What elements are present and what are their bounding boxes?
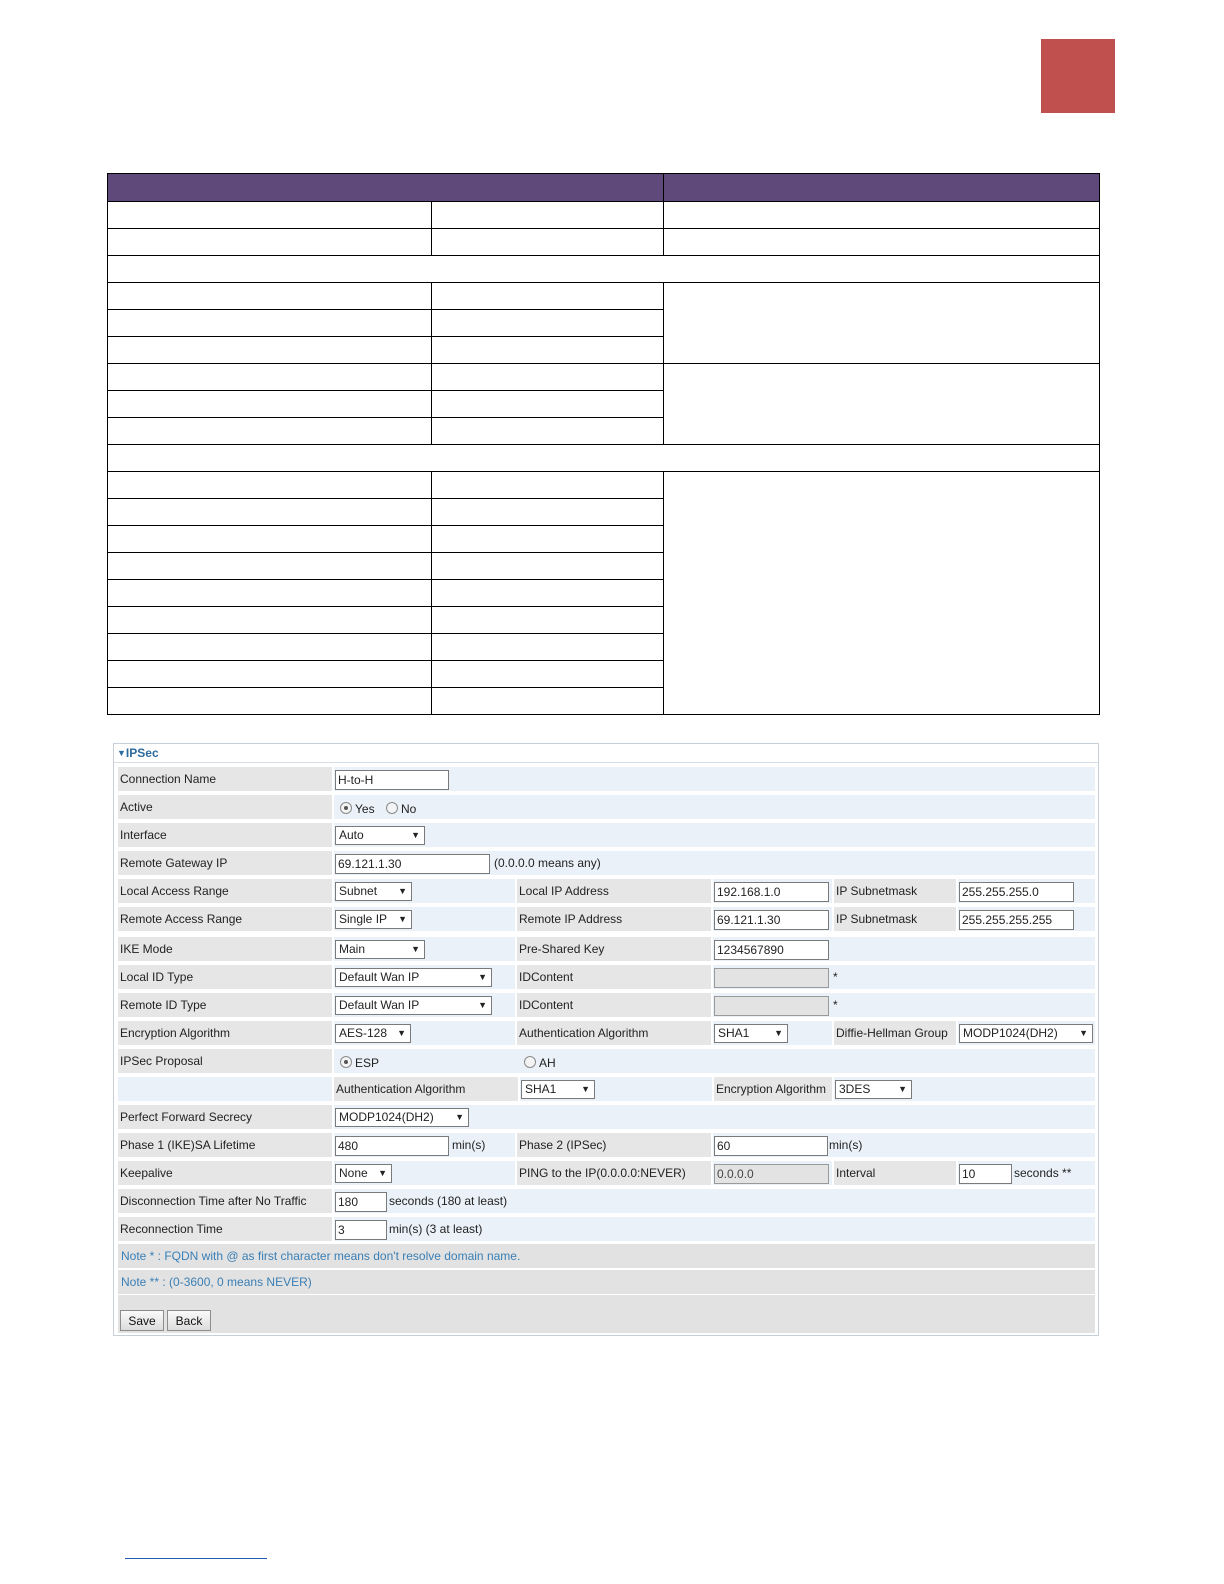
encryption-select[interactable]: AES-128 ▼ xyxy=(335,1024,411,1043)
row-connection-name xyxy=(118,766,1095,792)
table-row xyxy=(108,283,1100,310)
panel-divider xyxy=(114,762,1098,763)
note-interval: Note ** : (0-3600, 0 means NEVER) xyxy=(118,1270,1095,1294)
disconnection-hint: seconds (180 at least) xyxy=(389,1194,508,1208)
row-interface xyxy=(118,822,1095,848)
local-idcontent-label: IDContent xyxy=(517,965,711,989)
proposal-auth-select[interactable]: SHA1 ▼ xyxy=(521,1080,595,1099)
table-header-cell xyxy=(664,174,1100,202)
connection-name-label: Connection Name xyxy=(118,767,332,791)
table-header-cell xyxy=(108,174,664,202)
psk-input[interactable]: 1234567890 xyxy=(714,940,829,960)
page-corner-tab xyxy=(1041,39,1115,113)
pfs-label: Perfect Forward Secrecy xyxy=(118,1105,332,1129)
dropdown-arrow-icon: ▼ xyxy=(398,886,407,896)
remote-gateway-label: Remote Gateway IP xyxy=(118,851,332,875)
row-disconnection xyxy=(118,1188,1095,1214)
proposal-enc-select[interactable]: 3DES ▼ xyxy=(835,1080,912,1099)
remote-id-label: Remote ID Type xyxy=(118,993,332,1017)
interval-label: Interval xyxy=(834,1161,956,1185)
dropdown-arrow-icon: ▼ xyxy=(455,1112,464,1122)
reconnection-input[interactable]: 3 xyxy=(335,1220,387,1240)
disconnection-label: Disconnection Time after No Traffic xyxy=(118,1189,332,1213)
radio-unselected-icon[interactable] xyxy=(524,1056,536,1068)
auth-algorithm-select[interactable]: SHA1 ▼ xyxy=(714,1024,788,1043)
dropdown-arrow-icon: ▼ xyxy=(478,972,487,982)
required-mark: * xyxy=(833,970,838,984)
dropdown-arrow-icon: ▼ xyxy=(478,1000,487,1010)
row-reconnection xyxy=(118,1216,1095,1242)
active-yes-option[interactable]: Yes xyxy=(340,796,375,822)
row-remote-access xyxy=(118,906,1095,932)
dropdown-arrow-icon: ▼ xyxy=(898,1084,907,1094)
local-mask-label: IP Subnetmask xyxy=(834,879,956,903)
triangle-down-icon: ▼ xyxy=(117,748,126,758)
back-button[interactable]: Back xyxy=(167,1310,211,1331)
document-table xyxy=(107,173,1100,715)
row-local-access xyxy=(118,878,1095,904)
table-header-row xyxy=(108,174,1100,202)
active-label: Active xyxy=(118,795,332,819)
panel-title[interactable] xyxy=(117,746,159,760)
remote-id-select[interactable]: Default Wan IP ▼ xyxy=(335,996,492,1015)
dropdown-arrow-icon: ▼ xyxy=(397,1028,406,1038)
phase2-input[interactable]: 60 xyxy=(714,1136,828,1156)
row-ipsec-proposal xyxy=(118,1048,1095,1074)
ipsec-panel xyxy=(113,743,1099,1336)
psk-label: Pre-Shared Key xyxy=(517,937,711,961)
row-phase1 xyxy=(118,1132,1095,1158)
local-access-label: Local Access Range xyxy=(118,879,332,903)
row-keepalive xyxy=(118,1160,1095,1186)
table-row xyxy=(108,229,1100,256)
active-no-option[interactable]: No xyxy=(386,796,416,822)
local-mask-input[interactable]: 255.255.255.0 xyxy=(959,882,1074,902)
radio-selected-icon[interactable] xyxy=(340,802,352,814)
local-id-label: Local ID Type xyxy=(118,965,332,989)
phase2-label: Phase 2 (IPSec) xyxy=(517,1133,711,1157)
keepalive-select[interactable]: None ▼ xyxy=(335,1164,392,1183)
remote-gateway-hint: (0.0.0.0 means any) xyxy=(494,856,601,870)
proposal-ah-option[interactable]: AH xyxy=(524,1050,556,1076)
required-mark: * xyxy=(833,998,838,1012)
row-remote-id xyxy=(118,992,1095,1018)
dropdown-arrow-icon: ▼ xyxy=(378,1168,387,1178)
remote-idcontent-input[interactable] xyxy=(714,996,829,1016)
local-idcontent-input[interactable] xyxy=(714,968,829,988)
radio-selected-icon[interactable] xyxy=(340,1056,352,1068)
table-row xyxy=(108,202,1100,229)
local-access-select[interactable]: Subnet ▼ xyxy=(335,882,412,901)
phase2-unit: min(s) xyxy=(829,1138,863,1152)
dropdown-arrow-icon: ▼ xyxy=(411,830,420,840)
encryption-label: Encryption Algorithm xyxy=(118,1021,332,1045)
remote-gateway-input[interactable]: 69.121.1.30 xyxy=(335,854,490,874)
ping-input[interactable]: 0.0.0.0 xyxy=(714,1164,829,1184)
keepalive-label: Keepalive xyxy=(118,1161,332,1185)
phase1-input[interactable]: 480 xyxy=(335,1136,449,1156)
ike-mode-label: IKE Mode xyxy=(118,937,332,961)
ipsec-proposal-label: IPSec Proposal xyxy=(118,1049,332,1073)
dropdown-arrow-icon: ▼ xyxy=(581,1084,590,1094)
dropdown-arrow-icon: ▼ xyxy=(774,1028,783,1038)
remote-idcontent-label: IDContent xyxy=(517,993,711,1017)
table-row xyxy=(108,364,1100,391)
save-button[interactable]: Save xyxy=(120,1310,164,1331)
note-fqdn: Note * : FQDN with @ as first character means don't resolve domain name. xyxy=(118,1244,1095,1268)
panel-title-text: IPSec xyxy=(125,746,159,760)
row-remote-gateway xyxy=(118,850,1095,876)
remote-mask-label: IP Subnetmask xyxy=(834,907,956,931)
remote-ip-input[interactable]: 69.121.1.30 xyxy=(714,910,829,930)
row-active xyxy=(118,794,1095,820)
remote-ip-label: Remote IP Address xyxy=(517,907,711,931)
ike-mode-select[interactable]: Main ▼ xyxy=(335,940,425,959)
row-ike-mode xyxy=(118,936,1095,962)
row-pfs xyxy=(118,1104,1095,1130)
phase1-unit: min(s) xyxy=(452,1138,486,1152)
interval-input[interactable]: 10 xyxy=(959,1164,1012,1184)
remote-access-select[interactable]: Single IP ▼ xyxy=(335,910,412,929)
dropdown-arrow-icon: ▼ xyxy=(398,914,407,924)
phase1-label: Phase 1 (IKE)SA Lifetime xyxy=(118,1133,332,1157)
button-bar xyxy=(118,1295,1095,1333)
proposal-enc-label: Encryption Algorithm xyxy=(714,1077,832,1101)
interface-select[interactable]: Auto ▼ xyxy=(335,826,425,845)
local-ip-label: Local IP Address xyxy=(517,879,711,903)
table-section-row xyxy=(108,445,1100,472)
radio-unselected-icon[interactable] xyxy=(386,802,398,814)
interface-label: Interface xyxy=(118,823,332,847)
reconnection-hint: min(s) (3 at least) xyxy=(389,1222,483,1236)
remote-mask-input[interactable]: 255.255.255.255 xyxy=(959,910,1074,930)
dropdown-arrow-icon: ▼ xyxy=(411,944,420,954)
connection-name-input[interactable]: H-to-H xyxy=(335,770,449,790)
disconnection-input[interactable]: 180 xyxy=(335,1192,387,1212)
row-encryption xyxy=(118,1020,1095,1046)
remote-access-label: Remote Access Range xyxy=(118,907,332,931)
pfs-select[interactable]: MODP1024(DH2) ▼ xyxy=(335,1108,469,1127)
ping-label: PING to the IP(0.0.0.0:NEVER) xyxy=(517,1161,711,1185)
table-row xyxy=(108,472,1100,499)
dh-group-select[interactable]: MODP1024(DH2) ▼ xyxy=(959,1024,1093,1043)
auth-algorithm-label: Authentication Algorithm xyxy=(517,1021,711,1045)
proposal-esp-option[interactable]: ESP xyxy=(340,1050,379,1076)
interval-unit: seconds ** xyxy=(1014,1166,1072,1180)
row-local-id xyxy=(118,964,1095,990)
dropdown-arrow-icon: ▼ xyxy=(1079,1028,1088,1038)
footer-link-underline[interactable] xyxy=(125,1558,267,1559)
reconnection-label: Reconnection Time xyxy=(118,1217,332,1241)
table-section-row xyxy=(108,256,1100,283)
dh-group-label: Diffie-Hellman Group xyxy=(834,1021,956,1045)
row-proposal-algorithms xyxy=(118,1076,1095,1102)
local-ip-input[interactable]: 192.168.1.0 xyxy=(714,882,829,902)
proposal-auth-label: Authentication Algorithm xyxy=(334,1077,518,1101)
local-id-select[interactable]: Default Wan IP ▼ xyxy=(335,968,492,987)
